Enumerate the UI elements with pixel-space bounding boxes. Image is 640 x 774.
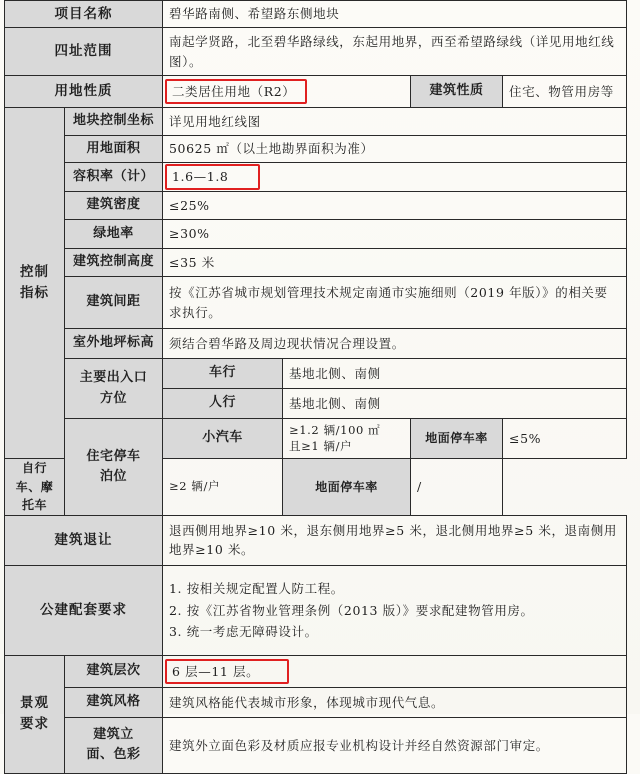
label-setback: 建筑退让 [5,515,163,565]
label-address-range: 四址范围 [5,28,163,76]
row-floors [5,655,627,687]
label-parking-bike-ground: 地面停车率 [283,459,411,516]
value-elevation: 须结合碧华路及周边现状情况合理设置。 [163,329,627,359]
row-far [5,163,627,192]
value-project-name: 碧华路南侧、希望路东侧地块 [163,1,627,28]
row-style [5,687,627,717]
row-land-area [5,136,627,163]
label-parking [65,419,163,516]
row-spacing [5,277,627,329]
row-control-coords [5,108,627,136]
landscape-group-text: 景观要求 [20,695,49,733]
label-density: 建筑密度 [65,192,163,220]
label-access [65,359,163,419]
value-style: 建筑风格能代表城市形象，体现城市现代气息。 [163,687,627,717]
value-parking-car [283,419,411,459]
label-building-nature: 建筑性质 [411,76,503,108]
facade-text: 建筑立面、色彩 [86,727,141,763]
value-parking-bike: ≥2 辆/户 [163,459,283,516]
row-address-range [5,28,627,76]
floors-highlight: 6 层—11 层。 [165,659,289,684]
label-access-pedestrian: 人行 [163,389,283,419]
value-setback: 退西侧用地界≥10 米，退东侧用地界≥5 米，退北侧用地界≥5 米，退南侧用地界≥10 米。 [163,515,627,565]
label-landscape-group [5,655,65,773]
label-parking-car: 小汽车 [163,419,283,459]
value-height: ≤35 米 [163,249,627,277]
value-access-vehicle: 基地北侧、南侧 [283,359,627,389]
value-control-coords: 详见用地红线图 [163,108,627,136]
label-project-name: 项目名称 [5,1,163,28]
value-address-range: 南起学贤路，北至碧华路绿线，东起用地界，西至希望路绿线（详见用地红线图）。 [163,28,627,76]
label-height: 建筑控制高度 [65,249,163,277]
value-density: ≤25% [163,192,627,220]
value-parking-bike-ground: / [411,459,503,516]
row-density [5,192,627,220]
value-far-cell [163,163,627,192]
access-text: 主要出入口方位 [79,370,148,406]
value-public-facilities [163,565,627,655]
label-parking-car-ground: 地面停车率 [411,419,503,459]
label-access-vehicle: 车行 [163,359,283,389]
row-land-use [5,76,627,108]
label-far: 容积率（计） [65,163,163,192]
label-parking-bike: 自行车、摩托车 [5,459,65,516]
row-project-name [5,1,627,28]
row-setback [5,515,627,565]
label-land-area: 用地面积 [65,136,163,163]
public-item-3: 3. 统一考虑无障碍设计。 [169,623,318,639]
row-facade [5,717,627,773]
row-elevation [5,329,627,359]
label-control-coords: 地块控制坐标 [65,108,163,136]
label-land-use: 用地性质 [5,76,163,108]
planning-conditions-table [4,0,627,774]
value-facade: 建筑外立面色彩及材质应报专业机构设计并经自然资源部门审定。 [163,717,627,773]
label-public-facilities: 公建配套要求 [5,565,163,655]
public-item-2: 2. 按《江苏省物业管理条例（2013 版）》要求配建物管用房。 [169,602,534,618]
row-public-facilities [5,565,627,655]
row-green [5,220,627,249]
value-floors-cell [163,655,627,687]
parking-text: 住宅停车泊位 [86,448,141,484]
row-parking-car [5,419,627,459]
land-use-highlight: 二类居住用地（R2） [165,79,307,104]
value-parking-car-ground: ≤5% [503,419,627,459]
value-access-pedestrian: 基地北侧、南侧 [283,389,627,419]
row-height [5,249,627,277]
label-control-group [5,108,65,459]
parking-car-line-2: 且≥1 辆/户 [289,438,353,453]
row-access-vehicle [5,359,627,389]
far-highlight: 1.6—1.8 [165,164,260,189]
label-facade [65,717,163,773]
value-land-use-cell [163,76,411,108]
label-elevation: 室外地坪标高 [65,329,163,359]
label-style: 建筑风格 [65,687,163,717]
label-green: 绿地率 [65,220,163,249]
value-building-nature: 住宅、物管用房等 [503,76,627,108]
label-floors: 建筑层次 [65,655,163,687]
parking-car-line-1: ≥1.2 辆/100 ㎡ [289,422,381,437]
public-item-1: 1. 按相关规定配置人防工程。 [169,581,344,597]
value-land-area: 50625 ㎡（以土地勘界面积为准） [163,136,627,163]
label-spacing: 建筑间距 [65,277,163,329]
value-spacing: 按《江苏省城市规划管理技术规定南通市实施细则（2019 年版）》的相关要求执行。 [163,277,627,329]
value-green: ≥30% [163,220,627,249]
control-group-text: 控制指标 [20,264,49,301]
